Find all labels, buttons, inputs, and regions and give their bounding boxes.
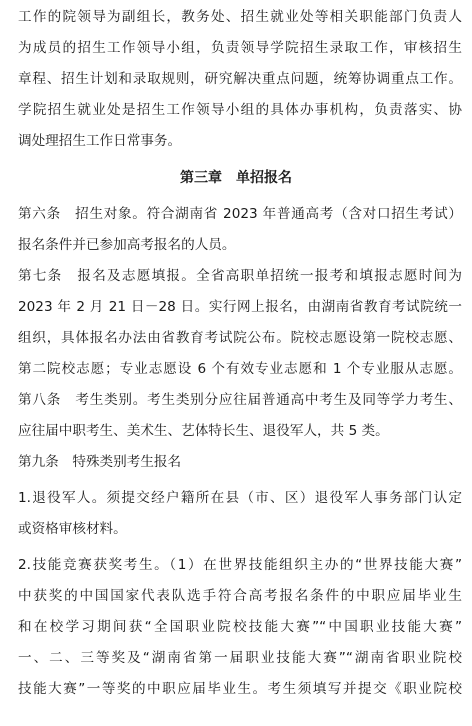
article-6-line-2: 报名条件并已参加高考报名的人员。 — [18, 237, 236, 253]
item-2-line-5: 技能大赛”一等奖的中职应届毕业生。考生须填写并提交《职业院校 — [18, 681, 462, 697]
item-2-line-2: 中获奖的中国国家代表队选手符合高考报名条件的中职应届毕业生 — [18, 588, 462, 604]
article-7-line-1: 第七条 报名及志愿填报。全省高职单招统一报考和填报志愿时间为 — [18, 268, 462, 284]
intro-line-1: 工作的院领导为副组长，教务处、招生就业处等相关职能部门负责人 — [18, 9, 462, 25]
intro-line-5: 调处理招生工作日常事务。 — [18, 133, 182, 149]
article-8-line-1: 第八条 考生类别。考生类别分应往届普通高中考生及同等学力考生、 — [18, 392, 462, 408]
article-7-line-3: 组织，具体报名办法由省教育考试院公布。院校志愿设第一院校志愿、 — [18, 330, 462, 346]
item-2-line-1: 2.技能竞赛获奖考生。（1）在世界技能组织主办的“世界技能大赛” — [18, 557, 462, 573]
item-2-line-3: 和在校学习期间获“全国职业院校技能大赛”“中国职业技能大赛” — [18, 619, 462, 635]
intro-line-2: 为成员的招生工作领导小组，负责领导学院招生录取工作，审核招生 — [18, 40, 462, 56]
article-7-line-2: 2023 年 2 月 21 日－28 日。实行网上报名，由湖南省教育考试院统一 — [18, 299, 462, 315]
intro-line-3: 章程、招生计划和录取规则，研究解决重点问题，统筹协调重点工作。 — [18, 71, 462, 87]
article-6-line-1: 第六条 招生对象。符合湖南省 2023 年普通高考（含对口招生考试） — [18, 206, 462, 222]
intro-line-4: 学院招生就业处是招生工作领导小组的具体办事机构，负责落实、协 — [18, 102, 462, 118]
article-7-line-4: 第二院校志愿；专业志愿设 6 个有效专业志愿和 1 个专业服从志愿。 — [18, 361, 462, 377]
item-2-line-4: 一、二、三等奖及“湖南省第一届职业技能大赛”“湖南省职业院校 — [18, 650, 462, 666]
item-1-line-2: 或资格审核材料。 — [18, 521, 127, 537]
item-1-line-1: 1.退役军人。须提交经户籍所在县（市、区）退役军人事务部门认定 — [18, 490, 462, 506]
chapter-heading: 第三章 单招报名 — [180, 170, 292, 186]
article-9-title: 第九条 特殊类别考生报名 — [18, 454, 182, 470]
article-8-line-2: 应往届中职考生、美术生、艺体特长生、退役军人，共 5 类。 — [18, 423, 389, 439]
